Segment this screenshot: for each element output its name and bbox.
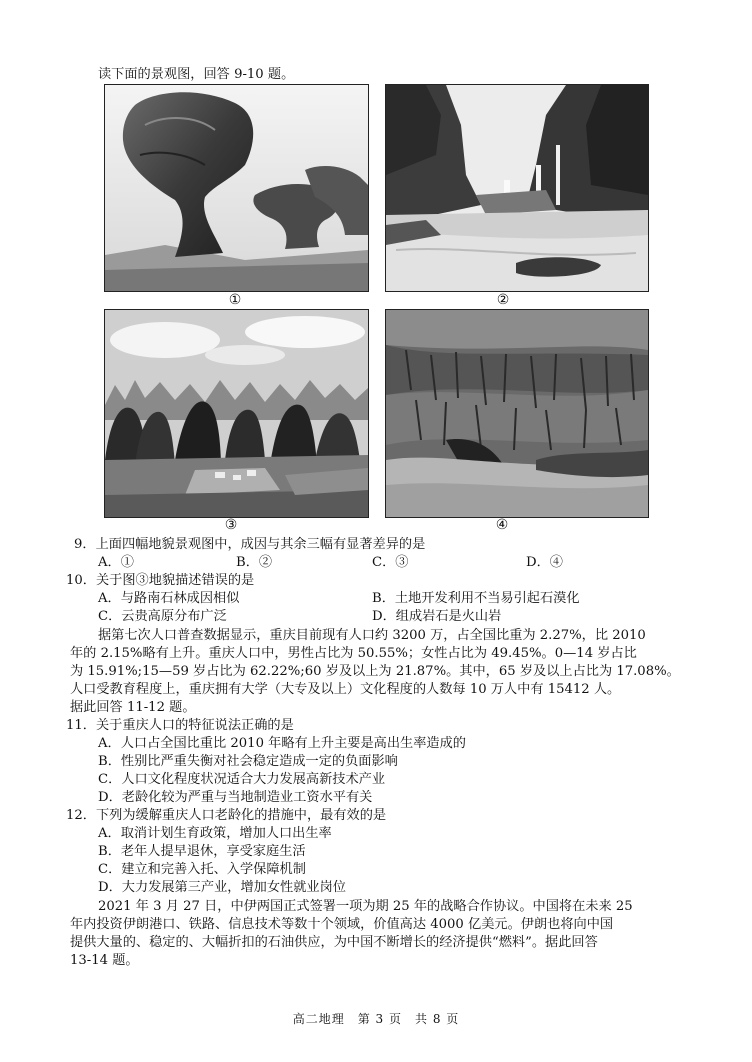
q9-option-a[interactable]: A．① bbox=[98, 555, 134, 570]
q12-option-d[interactable]: D．大力发展第三产业，增加女性就业岗位 bbox=[98, 880, 346, 895]
q10-option-a[interactable]: A．与路南石林成因相似 bbox=[98, 591, 240, 606]
photo-1-label: ① bbox=[228, 292, 242, 308]
photo-3-label: ③ bbox=[224, 517, 238, 533]
q12-stem: 12．下列为缓解重庆人口老龄化的措施中，最有效的是 bbox=[66, 808, 387, 823]
passage2-line-4: 13-14 题。 bbox=[70, 953, 139, 968]
mushroom-rock-icon bbox=[105, 85, 368, 291]
q11-option-c[interactable]: C．人口文化程度状况适合大力发展高新技术产业 bbox=[98, 772, 386, 787]
q9-stem: 9．上面四幅地貌景观图中，成因与其余三幅有显著差异的是 bbox=[74, 537, 426, 552]
q10-option-c[interactable]: C．云贵高原分布广泛 bbox=[98, 609, 227, 624]
q9-option-b[interactable]: B．② bbox=[236, 555, 273, 570]
q12-option-c[interactable]: C．建立和完善入托、入学保障机制 bbox=[98, 862, 306, 877]
q11-stem: 11．关于重庆人口的特征说法正确的是 bbox=[66, 718, 294, 733]
q10-stem: 10．关于图③地貌描述错误的是 bbox=[66, 573, 255, 588]
q9-option-c[interactable]: C．③ bbox=[372, 555, 409, 570]
canyon-waterfall-icon bbox=[386, 85, 648, 291]
passage2-line-2: 年内投资伊朗港口、铁路、信息技术等数十个领域，价值高达 4000 亿美元。伊朗也将向中国 bbox=[70, 917, 614, 932]
passage1-line-4: 人口受教育程度上，重庆拥有大学（大专及以上）文化程度的人数每 10 万人中有 15412 人。 bbox=[70, 682, 621, 697]
passage2-line-3: 提供大量的、稳定的、大幅折扣的石油供应，为中国不断增长的经济提供“燃料”。据此回答 bbox=[70, 935, 598, 950]
passage1-line-2: 年的 2.15%略有上升。重庆人口中，男性占比为 50.55%；女性占比为 49.45%。0—14 岁占比 bbox=[70, 646, 637, 661]
intro-text: 读下面的景观图，回答 9-10 题。 bbox=[98, 67, 295, 82]
q12-option-b[interactable]: B．老年人提早退休，享受家庭生活 bbox=[98, 844, 306, 859]
photo-4 bbox=[385, 309, 649, 518]
q10-option-d[interactable]: D．组成岩石是火山岩 bbox=[372, 609, 502, 624]
q11-option-d[interactable]: D．老龄化较为严重与当地制造业工资水平有关 bbox=[98, 790, 373, 805]
photo-1 bbox=[104, 84, 369, 292]
q12-option-a[interactable]: A．取消计划生育政策，增加人口出生率 bbox=[98, 826, 332, 841]
passage2-line-1: 2021 年 3 月 27 日，中伊两国正式签署一项为期 25 年的战略合作协议。中国将在未来 25 bbox=[98, 899, 633, 914]
passage1-line-3: 为 15.91%;15—59 岁占比为 62.22%;60 岁及以上为 21.87%。其中，65 岁及以上占比为 17.08%。 bbox=[70, 664, 680, 679]
page-footer: 高二地理 第 3 页 共 8 页 bbox=[292, 1012, 460, 1026]
passage1-line-1: 据第七次人口普查数据显示，重庆目前现有人口约 3200 万，占全国比重为 2.27%，比 2010 bbox=[98, 628, 646, 643]
photo-4-label: ④ bbox=[495, 517, 509, 533]
photo-3 bbox=[104, 309, 369, 518]
photo-2-label: ② bbox=[496, 292, 510, 308]
q11-option-b[interactable]: B．性别比严重失衡对社会稳定造成一定的负面影响 bbox=[98, 754, 398, 769]
q9-option-d[interactable]: D．④ bbox=[526, 555, 563, 570]
q10-option-b[interactable]: B．土地开发利用不当易引起石漠化 bbox=[372, 591, 580, 606]
eroded-badlands-icon bbox=[386, 310, 648, 517]
karst-peaks-icon bbox=[105, 310, 368, 517]
passage1-line-5: 据此回答 11-12 题。 bbox=[70, 700, 196, 715]
photo-2 bbox=[385, 84, 649, 292]
q11-option-a[interactable]: A．人口占全国比重比 2010 年略有上升主要是高出生率造成的 bbox=[98, 736, 466, 751]
